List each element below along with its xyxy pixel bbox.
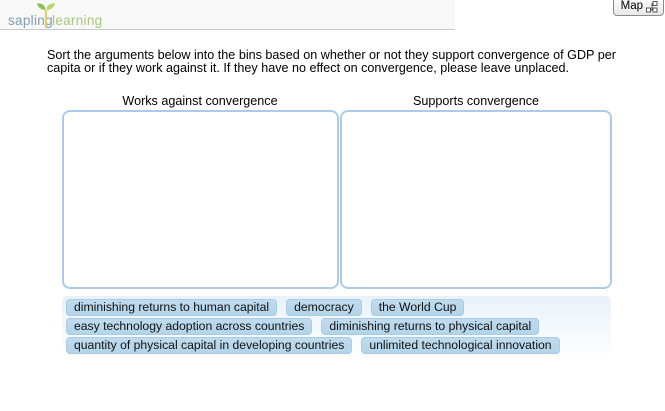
chip-tray xyxy=(62,296,611,354)
sitemap-icon xyxy=(646,1,658,13)
logo-text-learning: learning xyxy=(52,13,103,28)
chip-diminishing-returns-physical-capital[interactable]: diminishing returns to physical capital xyxy=(321,318,539,335)
chip-row xyxy=(66,299,607,316)
bin-label-supports: Supports convergence xyxy=(412,94,540,108)
chip-unlimited-technological-innovation[interactable]: unlimited technological innovation xyxy=(361,337,559,354)
chip-row xyxy=(66,318,607,335)
instructions-text: Sort the arguments below into the bins based on whether or not they support convergence of GDP per capita or if they work against it. If they have no effect on convergence, please leave unplaced. xyxy=(47,48,616,76)
drop-bin-supports-convergence[interactable] xyxy=(340,110,612,289)
drop-bin-works-against-convergence[interactable] xyxy=(62,110,339,289)
chip-easy-technology-adoption[interactable]: easy technology adoption across countries xyxy=(66,318,312,335)
bin-label-works-against: Works against convergence xyxy=(122,94,278,108)
header-bar xyxy=(0,0,455,30)
chip-diminishing-returns-human-capital[interactable]: diminishing returns to human capital xyxy=(66,299,277,316)
map-button-label: Map xyxy=(620,0,643,12)
logo-text-sapling: sapling xyxy=(8,13,53,28)
map-button[interactable] xyxy=(613,0,664,16)
chip-quantity-physical-capital-developing[interactable]: quantity of physical capital in developing countries xyxy=(66,337,352,354)
chip-the-world-cup[interactable]: the World Cup xyxy=(371,299,465,316)
chip-democracy[interactable]: democracy xyxy=(286,299,362,316)
chip-row xyxy=(66,337,607,354)
